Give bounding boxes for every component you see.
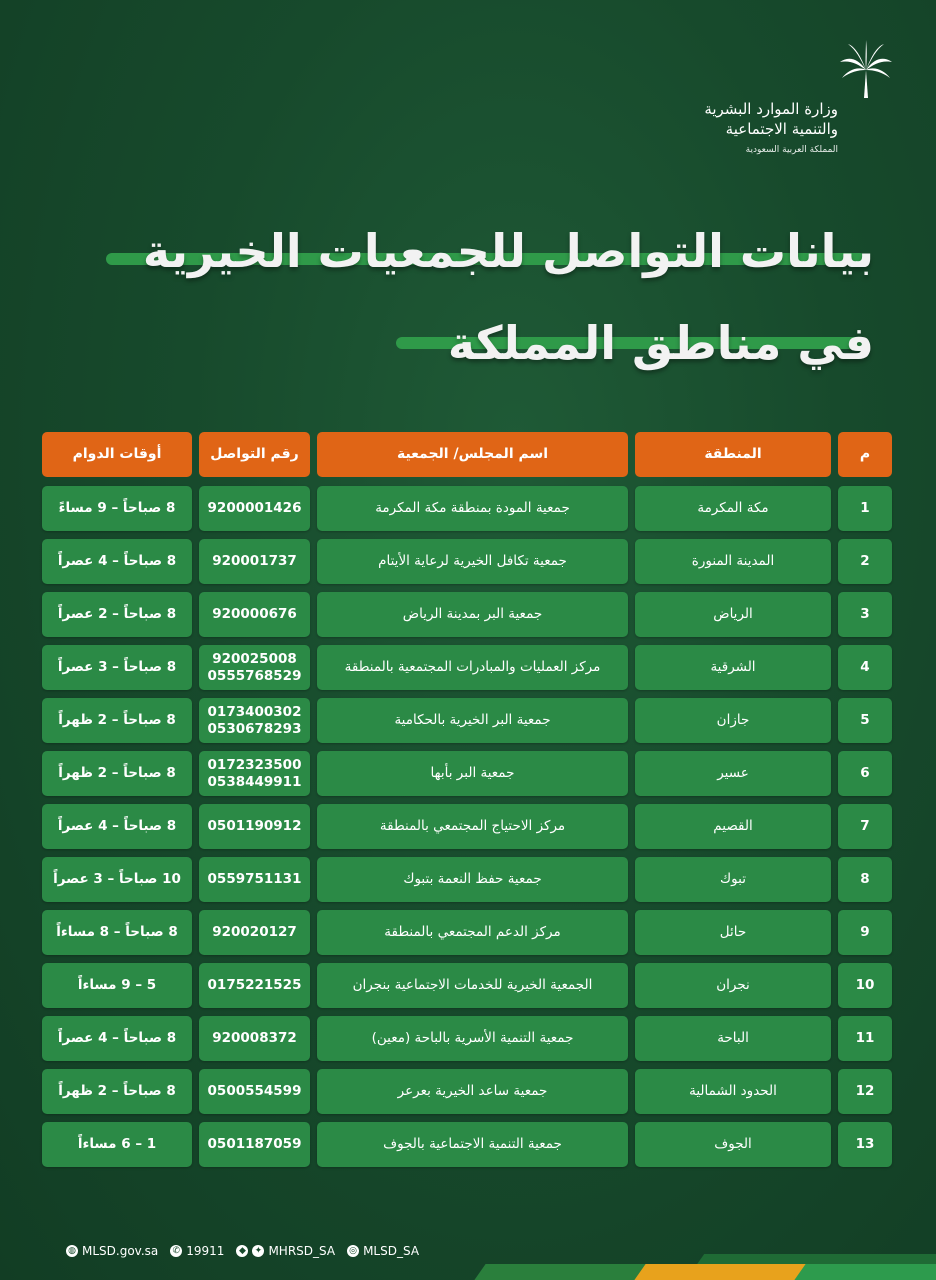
row-association-name: جمعية البر بمدينة الرياض [317,592,628,637]
table-row [42,539,892,584]
table-row [42,1016,892,1061]
instagram-icon: ◎ [347,1245,359,1257]
row-association-name: جمعية التنمية الأسرية بالباحة (معين) [317,1016,628,1061]
row-region: نجران [635,963,831,1008]
header-num: م [838,432,892,477]
row-hours: 8 صباحاً – 2 ظهراً [42,751,192,796]
phone-number: 0500554599 [207,1083,302,1099]
row-phone [199,963,310,1008]
row-region: الشرقية [635,645,831,690]
row-num: 9 [838,910,892,955]
table-row [42,804,892,849]
footer-instagram[interactable] [347,1244,419,1258]
row-association-name: جمعية المودة بمنطقة مكة المكرمة [317,486,628,531]
row-association-name: مركز العمليات والمبادرات المجتمعية بالمنطقة [317,645,628,690]
row-hours: 8 صباحاً – 3 عصراً [42,645,192,690]
row-num: 11 [838,1016,892,1061]
row-hours: 10 صباحاً – 3 عصراً [42,857,192,902]
phone-number: 920020127 [212,924,297,940]
row-hours: 1 – 6 مساءاً [42,1122,192,1167]
row-num: 6 [838,751,892,796]
row-num: 10 [838,963,892,1008]
phone-number: 920001737 [212,553,297,569]
phone-number: 0555768529 [207,667,302,684]
row-num: 8 [838,857,892,902]
row-phone [199,645,310,690]
phone-number: 0559751131 [207,871,302,887]
row-association-name: جمعية تكافل الخيرية لرعاية الأيتام [317,539,628,584]
row-num: 1 [838,486,892,531]
row-phone [199,592,310,637]
row-phone [199,1069,310,1114]
footer [0,1220,936,1280]
header-phone: رقم التواصل [199,432,310,477]
snapchat-icon: ◆ [236,1245,248,1257]
table-row [42,857,892,902]
row-phone [199,1016,310,1061]
row-region: المدينة المنورة [635,539,831,584]
footer-stripe [794,1264,936,1280]
table-header-row [42,432,892,477]
footer-phone[interactable] [170,1244,224,1258]
twitter-handle: MHRSD_SA [268,1244,336,1258]
table-row [42,645,892,690]
logo-line-1: وزارة الموارد البشرية [704,100,838,118]
row-num: 4 [838,645,892,690]
table-row [42,486,892,531]
row-association-name: جمعية التنمية الاجتماعية بالجوف [317,1122,628,1167]
phone-number: 0530678293 [207,720,302,737]
footer-social[interactable] [236,1244,335,1258]
logo-line-3: المملكة العربية السعودية [745,145,838,155]
logo-line-2: والتنمية الاجتماعية [725,120,838,138]
phone-number: 0175221525 [207,977,302,993]
row-phone [199,1122,310,1167]
row-phone [199,910,310,955]
row-association-name: مركز الدعم المجتمعي بالمنطقة [317,910,628,955]
phone-number: 0538449911 [207,773,302,790]
row-hours: 8 صباحاً – 2 ظهراً [42,1069,192,1114]
twitter-icon: ✦ [252,1245,264,1257]
footer-contacts [66,1244,419,1258]
row-association-name: الجمعية الخيرية للخدمات الاجتماعية بنجران [317,963,628,1008]
phone-icon: ✆ [170,1245,182,1257]
row-phone [199,751,310,796]
row-region: القصيم [635,804,831,849]
row-hours: 8 صباحاً – 2 عصراً [42,592,192,637]
row-num: 7 [838,804,892,849]
row-association-name: مركز الاحتياج المجتمعي بالمنطقة [317,804,628,849]
row-region: مكة المكرمة [635,486,831,531]
row-phone [199,857,310,902]
phone-number: 920000676 [212,606,297,622]
header-region: المنطقة [635,432,831,477]
row-region: تبوك [635,857,831,902]
row-num: 5 [838,698,892,743]
row-hours: 8 صباحاً – 2 ظهراً [42,698,192,743]
header-name: اسم المجلس/ الجمعية [317,432,628,477]
row-region: جازان [635,698,831,743]
row-hours: 8 صباحاً – 4 عصراً [42,804,192,849]
table-row [42,698,892,743]
row-phone [199,539,310,584]
row-association-name: جمعية البر الخيرية بالحكامية [317,698,628,743]
row-hours: 8 صباحاً – 9 مساءً [42,486,192,531]
phone-number: 0172323500 [207,756,302,773]
row-hours: 8 صباحاً – 8 مساءاً [42,910,192,955]
row-num: 3 [838,592,892,637]
row-phone [199,804,310,849]
row-num: 2 [838,539,892,584]
phone-number: 0501187059 [207,1136,302,1152]
row-phone [199,698,310,743]
table-row [42,1069,892,1114]
phone-text: 19911 [186,1244,225,1258]
palm-tree-icon [836,40,896,100]
row-association-name: جمعية البر بأبها [317,751,628,796]
row-hours: 8 صباحاً – 4 عصراً [42,539,192,584]
globe-icon: ◍ [66,1245,78,1257]
table-row [42,963,892,1008]
website-text: MLSD.gov.sa [82,1244,159,1258]
table-row [42,592,892,637]
row-phone [199,486,310,531]
table-row [42,1122,892,1167]
row-hours: 8 صباحاً – 4 عصراً [42,1016,192,1061]
footer-website[interactable] [66,1244,158,1258]
table-row [42,910,892,955]
row-region: الرياض [635,592,831,637]
row-num: 12 [838,1069,892,1114]
table-row [42,751,892,796]
row-region: حائل [635,910,831,955]
phone-number: 9200001426 [207,500,302,516]
phone-number: 920008372 [212,1030,297,1046]
row-num: 13 [838,1122,892,1167]
phone-number: 0501190912 [207,818,302,834]
page-title-line-2: في مناطق المملكة [447,316,874,370]
phone-number: 920025008 [212,650,297,667]
instagram-handle: MLSD_SA [363,1244,420,1258]
row-region: الجوف [635,1122,831,1167]
row-region: الحدود الشمالية [635,1069,831,1114]
row-association-name: جمعية ساعد الخيرية بعرعر [317,1069,628,1114]
row-region: الباحة [635,1016,831,1061]
row-region: عسير [635,751,831,796]
phone-number: 0173400302 [207,703,302,720]
row-association-name: جمعية حفظ النعمة بتبوك [317,857,628,902]
header-hours: أوقات الدوام [42,432,192,477]
row-hours: 5 – 9 مساءاً [42,963,192,1008]
page-title-line-1: بيانات التواصل للجمعيات الخيرية [142,224,874,278]
